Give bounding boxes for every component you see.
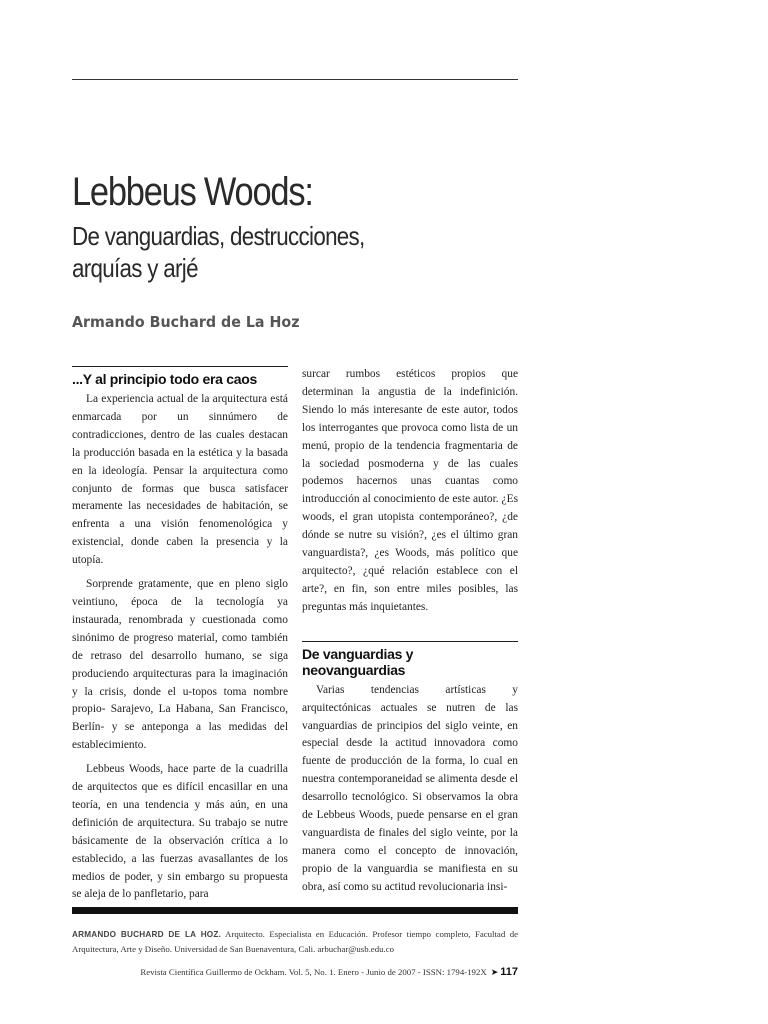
author-footnote [72,927,518,956]
continuation-body [302,366,518,617]
article-title: Lebbeus Woods: [72,170,313,214]
bottom-bar [72,907,518,914]
paragraph: La experiencia actual de la arquitectura está enmarcada por un sinnúmero de contradicciones, dentro de las cuales destacan la producción basada en la estética y la basada en la ideología. Pensar la arquitectura como conjunto de formas que busca satisfacer meramente las necesidades de habitación, se enfrenta a una visión fenomenológica y existencial, donde caben la presencia y la utopía. [72,393,288,567]
vanguardias-body [302,682,518,897]
paragraph: Varias tendencias artísticas y arquitectónicas actuales se nutren de las vanguardias de principios del siglo veinte, en especial desde la actitud innovadora como fuente de producción de la forma, lo cual en nuestra contemporaneidad se alimenta desde el desarrollo tecnológico. Si observamos la obra de Lebbeus Woods, puede pensarse en el gran vanguardista de finales del siglo veinte, por la manera como el concepto de innovación, propio de la vanguardia se manifiesta en su obra, así como su actitud revolucionaria insi- [302,683,518,893]
page-number: 117 [500,966,518,978]
article-subtitle [72,220,365,284]
footnote-author-name: ARMANDO BUCHARD DE LA HOZ. [72,930,222,939]
section-rule [302,641,518,642]
right-column [302,366,518,897]
left-column [72,366,288,904]
paragraph-continuation: surcar rumbos estéticos propios que determinan la angustia de la indefinición. Siendo lo más interesante de este autor, todos los interrogantes que provoca como lista de un menú, propio de la tendencia fragmentaria de la sociedad posmoderna y de las cuales podemos hacernos unas cuantas como introducción al conocimiento de este autor. ¿Es woods, el gran utopista contemporáneo?, ¿de dónde se nutre su visión?, ¿es el último gran vanguardista?, ¿es Woods, más político que arquitecto?, ¿qué relación establece con el arte?, en fin, son entre miles posibles, las preguntas más inquietantes. [302,368,518,613]
section-heading-intro: ...Y al principio todo era caos [72,371,257,387]
section-vanguardias [302,641,518,897]
subtitle-line-2: arquías y arjé [72,253,198,283]
intro-body [72,391,288,904]
journal-citation: Revista Científica Guillermo de Ockham. Vol. 5, No. 1. Enero - Junio de 2007 - ISSN: 1794-192X [140,967,487,977]
paragraph: Lebbeus Woods, hace parte de la cuadrilla de arquitectos que es difícil encasillar en una teoría, en una tendencia y más aún, en una definición de arquitectura. Su trabajo se nutre básicamente de la observación crítica a lo establecido, a las fuerzas avasallantes de los medios de poder, y sin embargo su propuesta se aleja de lo panfletario, para [72,763,288,901]
article-author: Armando Buchard de La Hoz [72,313,300,331]
right-triangle-icon: ➤ [490,968,499,978]
section-rule [72,366,288,367]
top-rule [72,79,518,80]
page-footer [72,966,518,978]
footnote-text: Arquitecto. Especialista en Educación. Profesor tiempo completo, Facultad de Arquitectura, Arte y Diseño. Universidad de San Buenaventura, Cali. arbuchar@usb.edu.co [72,929,518,954]
section-heading-vanguardias: De vanguardias y neovanguardias [302,645,414,678]
paragraph: Sorprende gratamente, que en pleno siglo veintiuno, época de la tecnología ya instaurada, renombrada y cuestionada como sinónimo de progreso material, como también de retraso del desarrollo humano, se siga produciendo arquitecturas para la imaginación y la crisis, donde el u-topos toma nombre propio- Sarajevo, La Habana, San Francisco, Berlín- y se anteponga a las medidas del establecimiento. [72,578,288,752]
subtitle-line-1: De vanguardias, destrucciones, [72,221,365,251]
